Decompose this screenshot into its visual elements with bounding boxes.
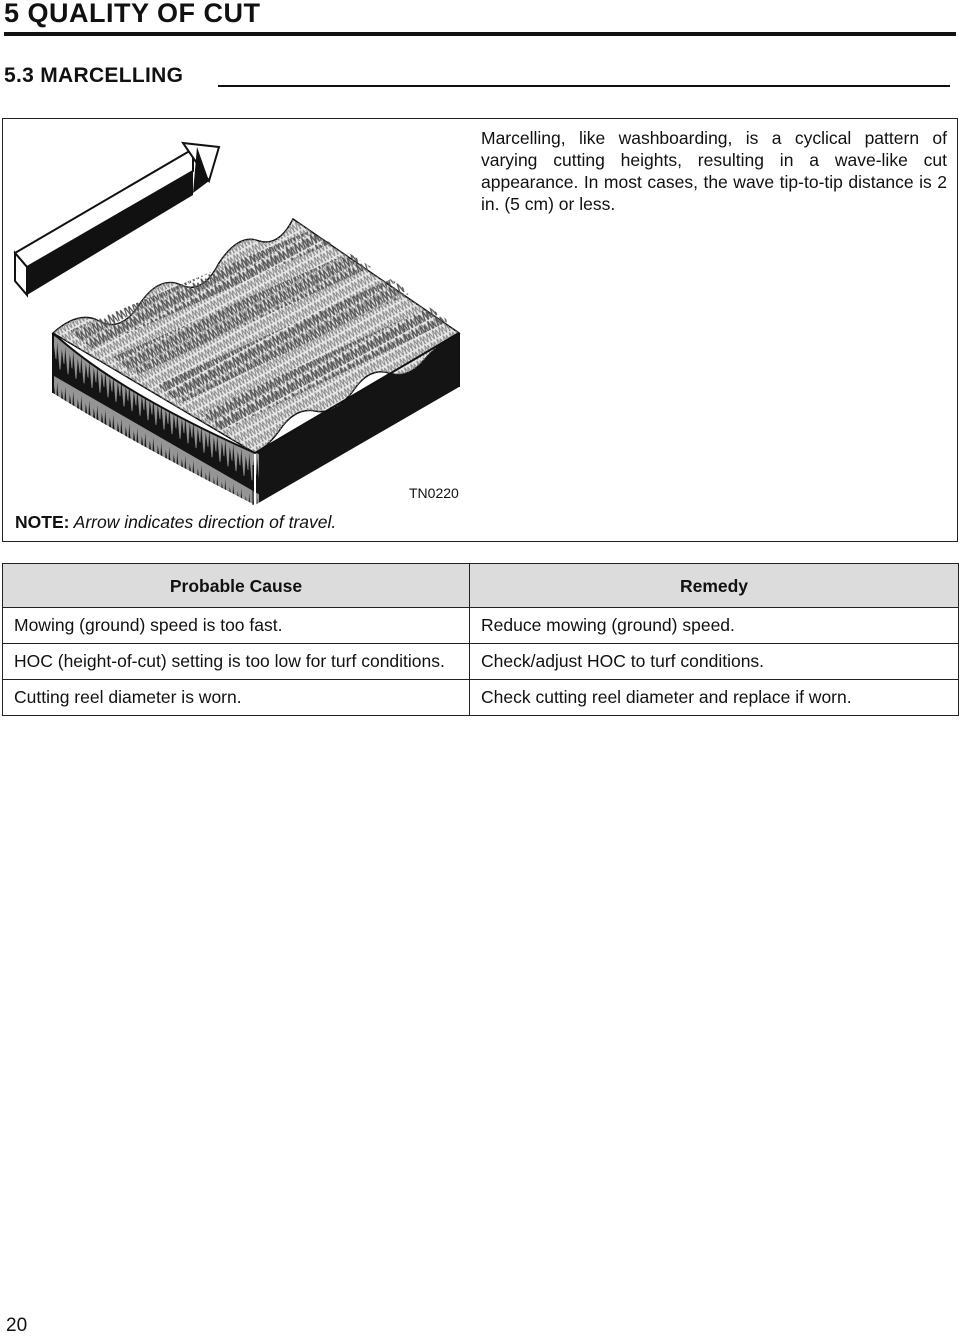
section-heading [4, 62, 952, 90]
table-header-row [3, 564, 959, 608]
cause-cell: Mowing (ground) speed is too fast. [3, 608, 470, 644]
note-label: NOTE: [15, 512, 70, 532]
page-number: 20 [6, 1315, 28, 1336]
remedy-cell: Check cutting reel diameter and replace if worn. [470, 680, 959, 716]
header-probable-cause: Probable Cause [3, 564, 470, 608]
figure-box [2, 118, 958, 542]
figure-note [15, 511, 336, 533]
note-text: Arrow indicates direction of travel. [69, 512, 337, 532]
cause-cell: Cutting reel diameter is worn. [3, 680, 470, 716]
chapter-title: 5 QUALITY OF CUT [4, 0, 261, 28]
remedy-cell: Check/adjust HOC to turf conditions. [470, 644, 959, 680]
table-row [3, 680, 959, 716]
table-row [3, 608, 959, 644]
table-row [3, 644, 959, 680]
chapter-header [4, 0, 956, 36]
header-remedy: Remedy [470, 564, 959, 608]
remedy-cell: Reduce mowing (ground) speed. [470, 608, 959, 644]
section-rule [218, 85, 950, 87]
figure-code: TN0220 [409, 485, 459, 501]
cause-cell: HOC (height-of-cut) setting is too low for turf conditions. [3, 644, 470, 680]
turf-marcelling-illustration [9, 135, 469, 515]
marcelling-description: Marcelling, like washboarding, is a cyclical pattern of varying cutting heights, resulting in a wave-like cut appearance. In most cases, the wave tip-to-tip distance is 2 in. (5 cm) or less. [481, 128, 947, 214]
section-title: 5.3 MARCELLING [4, 64, 184, 87]
cause-remedy-table [2, 563, 959, 716]
travel-arrow-icon [15, 143, 219, 295]
